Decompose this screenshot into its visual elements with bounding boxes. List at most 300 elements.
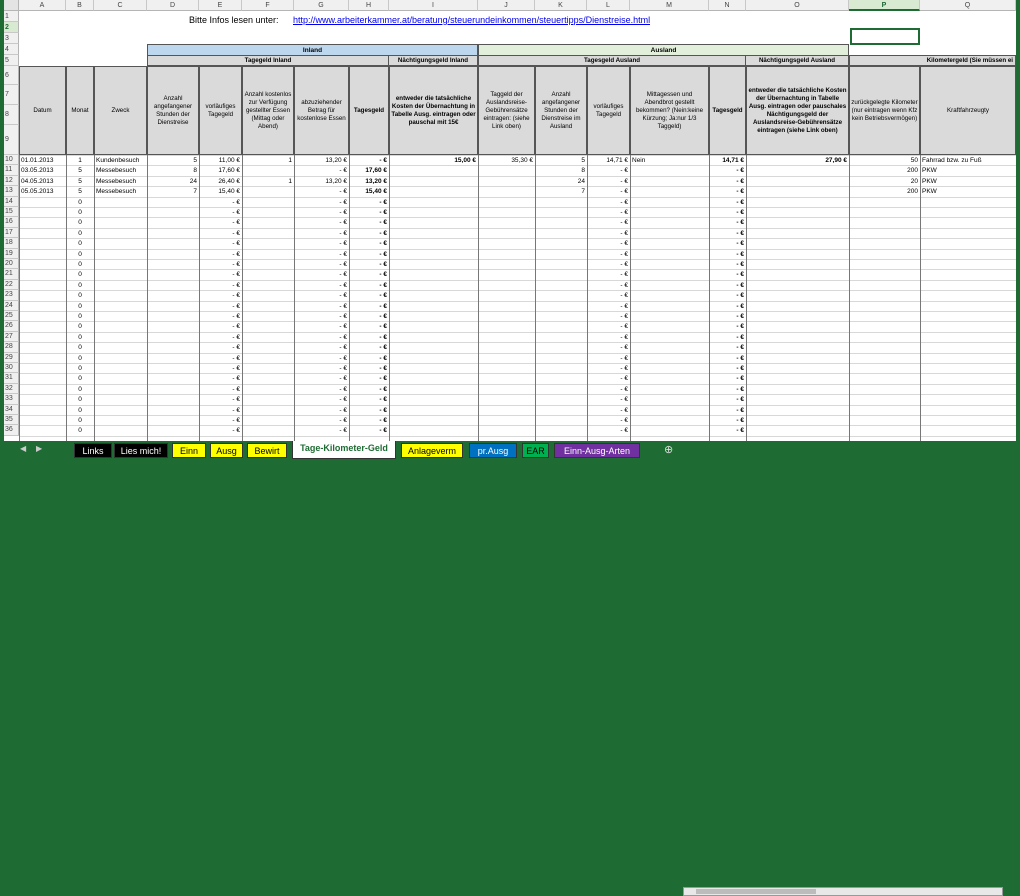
cell-b29[interactable]: 0: [78, 354, 82, 362]
cell-n10[interactable]: 14,71 €: [722, 157, 744, 164]
cell-n27[interactable]: - €: [736, 333, 744, 341]
cell-l23[interactable]: - €: [620, 292, 628, 300]
cell-b25[interactable]: 0: [78, 313, 82, 320]
cell-b21[interactable]: 0: [78, 271, 82, 279]
grid-col-line: [920, 155, 921, 441]
column-header-h[interactable]: H: [349, 0, 389, 11]
row-header-21[interactable]: 21: [4, 269, 19, 279]
row-header-19[interactable]: 19: [4, 249, 19, 259]
cell-c11[interactable]: Messebesuch: [96, 167, 137, 175]
cell-e33[interactable]: - €: [232, 396, 240, 404]
cell-b20[interactable]: 0: [78, 261, 82, 268]
cell-g10[interactable]: 13,20 €: [325, 157, 347, 164]
cell-e17[interactable]: - €: [232, 229, 240, 237]
cell-g19[interactable]: - €: [339, 250, 347, 258]
horizontal-scrollbar[interactable]: [683, 887, 1003, 896]
cell-e16[interactable]: - €: [232, 219, 240, 227]
cell-l20[interactable]: - €: [620, 261, 628, 268]
row-header-7[interactable]: 7: [4, 85, 19, 105]
row-header-33[interactable]: 33: [4, 394, 19, 404]
grid-col-line: [746, 155, 747, 441]
header-vorlaeufiges-tagegeld: vorläufiges Tagegeld: [199, 66, 242, 155]
row-header-9[interactable]: 9: [4, 125, 19, 155]
cell-n35[interactable]: - €: [736, 417, 744, 424]
cell-g12[interactable]: 13,20 €: [325, 177, 347, 185]
cell-h15[interactable]: - €: [379, 209, 387, 216]
cell-h35[interactable]: - €: [379, 417, 387, 424]
row-header-8[interactable]: 8: [4, 105, 19, 125]
cell-g34[interactable]: - €: [339, 406, 347, 414]
grid-col-line: [630, 155, 631, 441]
cell-n14[interactable]: - €: [736, 198, 744, 206]
cell-n21[interactable]: - €: [736, 271, 744, 279]
cell-n34[interactable]: - €: [736, 406, 744, 414]
cell-n30[interactable]: - €: [736, 365, 744, 372]
cell-n16[interactable]: - €: [736, 219, 744, 227]
cell-e35[interactable]: - €: [232, 417, 240, 424]
cell-l10[interactable]: 14,71 €: [606, 157, 628, 164]
cell-g36[interactable]: - €: [339, 427, 347, 435]
cell-l32[interactable]: - €: [620, 385, 628, 393]
row-header-31[interactable]: 31: [4, 373, 19, 383]
cell-h32[interactable]: - €: [379, 385, 387, 393]
cell-l24[interactable]: - €: [620, 302, 628, 310]
cell-f12[interactable]: 1: [288, 177, 292, 185]
cell-k12[interactable]: 24: [577, 177, 585, 185]
grid-row-line: [19, 342, 1016, 343]
cell-h18[interactable]: - €: [379, 240, 387, 248]
cell-d11[interactable]: 8: [193, 167, 197, 175]
header-zweck: Zweck: [94, 66, 147, 155]
cell-b32[interactable]: 0: [78, 385, 82, 393]
sheet-tab-links[interactable]: Links: [74, 443, 112, 458]
cell-e12[interactable]: 26,40 €: [218, 177, 240, 185]
cell-b17[interactable]: 0: [78, 229, 82, 237]
sheet-tab-ear[interactable]: EAR: [522, 443, 549, 458]
grid-row-line: [19, 217, 1016, 218]
cell-g31[interactable]: - €: [339, 375, 347, 383]
column-header-o[interactable]: O: [746, 0, 849, 11]
cell-e31[interactable]: - €: [232, 375, 240, 383]
sheet-tab-lies-mich[interactable]: Lies mich!: [114, 443, 168, 458]
cell-l21[interactable]: - €: [620, 271, 628, 279]
cell-h29[interactable]: - €: [379, 354, 387, 362]
cell-h34[interactable]: - €: [379, 406, 387, 414]
cell-a10[interactable]: 01.01.2013: [21, 157, 54, 164]
cell-b31[interactable]: 0: [78, 375, 82, 383]
cell-b11[interactable]: 5: [78, 167, 82, 175]
cell-n36[interactable]: - €: [736, 427, 744, 435]
row-header-22[interactable]: 22: [4, 280, 19, 290]
cell-o10[interactable]: 27,90 €: [825, 157, 847, 164]
column-header-f[interactable]: F: [242, 0, 294, 11]
cell-e32[interactable]: - €: [232, 385, 240, 393]
cell-i10[interactable]: 15,00 €: [454, 157, 476, 164]
cell-g33[interactable]: - €: [339, 396, 347, 404]
cell-h19[interactable]: - €: [379, 250, 387, 258]
header-kilometer: zurückgelegte Kilometer (nur eintragen wenn Kfz kein Betriebsvermögen): [849, 66, 920, 155]
row-header-36[interactable]: 36: [4, 425, 19, 435]
cell-b36[interactable]: 0: [78, 427, 82, 435]
grid-row-line: [19, 197, 1016, 198]
row-header-6[interactable]: 6: [4, 66, 19, 85]
column-header-i[interactable]: I: [389, 0, 478, 11]
cell-l33[interactable]: - €: [620, 396, 628, 404]
grid-row-line: [19, 321, 1016, 322]
cell-l22[interactable]: - €: [620, 281, 628, 289]
cell-e19[interactable]: - €: [232, 250, 240, 258]
cell-b19[interactable]: 0: [78, 250, 82, 258]
cell-l13[interactable]: - €: [620, 188, 628, 196]
cell-n24[interactable]: - €: [736, 302, 744, 310]
sheet-tab-pr-ausg[interactable]: pr.Ausg: [469, 443, 517, 458]
cell-b10[interactable]: 1: [78, 157, 82, 164]
cell-c13[interactable]: Messebesuch: [96, 188, 137, 196]
sheet-grid[interactable]: [4, 0, 1016, 441]
row-header-14[interactable]: 14: [4, 197, 19, 207]
row-header-27[interactable]: 27: [4, 332, 19, 342]
cell-b30[interactable]: 0: [78, 365, 82, 372]
cell-q12[interactable]: PKW: [922, 177, 937, 185]
cell-l17[interactable]: - €: [620, 229, 628, 237]
cell-h27[interactable]: - €: [379, 333, 387, 341]
grid-row-line: [19, 228, 1016, 229]
sheet-tab-einn[interactable]: Einn: [172, 443, 206, 458]
cell-c10[interactable]: Kundenbesuch: [96, 157, 140, 164]
row-header-2[interactable]: 2: [4, 22, 19, 33]
cell-n22[interactable]: - €: [736, 281, 744, 289]
cell-l28[interactable]: - €: [620, 344, 628, 352]
cell-l30[interactable]: - €: [620, 365, 628, 372]
cell-e27[interactable]: - €: [232, 333, 240, 341]
cell-h10[interactable]: - €: [379, 157, 387, 164]
cell-l26[interactable]: - €: [620, 323, 628, 331]
cell-l11[interactable]: - €: [620, 167, 628, 175]
cell-b15[interactable]: 0: [78, 209, 82, 216]
cell-e18[interactable]: - €: [232, 240, 240, 248]
cell-h22[interactable]: - €: [379, 281, 387, 289]
add-sheet-icon[interactable]: ⊕: [664, 444, 674, 456]
cell-n23[interactable]: - €: [736, 292, 744, 300]
cell-n13[interactable]: - €: [736, 188, 744, 196]
cell-g14[interactable]: - €: [339, 198, 347, 206]
grid-row-line: [19, 311, 1016, 312]
row-header-26[interactable]: 26: [4, 321, 19, 331]
cell-h16[interactable]: - €: [379, 219, 387, 227]
cell-a13[interactable]: 05.05.2013: [21, 188, 54, 196]
cell-g15[interactable]: - €: [339, 209, 347, 216]
select-all-corner[interactable]: [4, 0, 19, 11]
cell-b24[interactable]: 0: [78, 302, 82, 310]
row-header-3[interactable]: 3: [4, 33, 19, 44]
column-header-n[interactable]: N: [709, 0, 746, 11]
cell-c12[interactable]: Messebesuch: [96, 177, 137, 185]
grid-row-line: [19, 353, 1016, 354]
cell-p13[interactable]: 200: [907, 188, 918, 196]
row-header-25[interactable]: 25: [4, 311, 19, 321]
cell-g21[interactable]: - €: [339, 271, 347, 279]
info-link[interactable]: http://www.arbeiterkammer.at/beratung/steuerundeinkommen/steuertipps/Dienstreise.html: [293, 15, 651, 25]
column-header-g[interactable]: G: [294, 0, 349, 11]
cell-a11[interactable]: 03.05.2013: [21, 167, 54, 175]
row-header-13[interactable]: 13: [4, 186, 19, 196]
cell-e11[interactable]: 17,60 €: [218, 167, 240, 175]
cell-n18[interactable]: - €: [736, 240, 744, 248]
header-datum: Datum: [19, 66, 66, 155]
cell-l36[interactable]: - €: [620, 427, 628, 435]
cell-b26[interactable]: 0: [78, 323, 82, 331]
cell-n25[interactable]: - €: [736, 313, 744, 320]
sheet-tab-anlageverm[interactable]: Anlageverm: [401, 443, 463, 458]
cell-h21[interactable]: - €: [379, 271, 387, 279]
grid-row-line: [19, 238, 1016, 239]
header-kraftfahrzeugtyp: Kraftfahrzeugty: [920, 66, 1016, 155]
scrollbar-thumb[interactable]: [696, 889, 816, 894]
cell-n31[interactable]: - €: [736, 375, 744, 383]
cell-h11[interactable]: 17,60 €: [365, 167, 387, 175]
sheet-tabs-bar: [0, 441, 1020, 461]
row-header-35[interactable]: 35: [4, 415, 19, 425]
cell-l19[interactable]: - €: [620, 250, 628, 258]
header-stunden-dienstreise: Anzahl angefangener Stunden der Dienstreise: [147, 66, 199, 155]
cell-e26[interactable]: - €: [232, 323, 240, 331]
column-header-b[interactable]: B: [66, 0, 94, 11]
grid-row-line: [19, 394, 1016, 395]
cell-l16[interactable]: - €: [620, 219, 628, 227]
header-abzug-essen: abzuziehender Betrag für kostenlose Essen: [294, 66, 349, 155]
cell-n32[interactable]: - €: [736, 385, 744, 393]
column-header-l[interactable]: L: [587, 0, 630, 11]
cell-g23[interactable]: - €: [339, 292, 347, 300]
cell-l31[interactable]: - €: [620, 375, 628, 383]
header-stunden-ausland: Anzahl angefangener Stunden der Dienstreise im Ausland: [535, 66, 587, 155]
cell-p11[interactable]: 200: [907, 167, 918, 175]
cell-b33[interactable]: 0: [78, 396, 82, 404]
cell-b22[interactable]: 0: [78, 281, 82, 289]
cell-g29[interactable]: - €: [339, 354, 347, 362]
grid-col-line: [849, 155, 850, 441]
cell-j10[interactable]: 35,30 €: [511, 157, 533, 164]
cell-g26[interactable]: - €: [339, 323, 347, 331]
cell-k13[interactable]: 7: [581, 188, 585, 196]
sheet-tab-einn-ausg-arten[interactable]: Einn-Ausg-Arten: [554, 443, 640, 458]
cell-h25[interactable]: - €: [379, 313, 387, 320]
cell-e34[interactable]: - €: [232, 406, 240, 414]
cell-e15[interactable]: - €: [232, 209, 240, 216]
column-header-j[interactable]: J: [478, 0, 535, 11]
sheet-tab-tage-kilometer-geld[interactable]: Tage-Kilometer-Geld: [292, 441, 396, 459]
cell-e30[interactable]: - €: [232, 365, 240, 372]
row-header-10[interactable]: 10: [4, 155, 19, 165]
cell-l12[interactable]: - €: [620, 177, 628, 185]
grid-col-line: [147, 155, 148, 441]
cell-h31[interactable]: - €: [379, 375, 387, 383]
row-header-15[interactable]: 15: [4, 207, 19, 217]
cell-h33[interactable]: - €: [379, 396, 387, 404]
cell-h30[interactable]: - €: [379, 365, 387, 372]
row-header-17[interactable]: 17: [4, 228, 19, 238]
grid-col-line: [242, 155, 243, 441]
subheader-naechtigung-inland: Nächtigungsgeld Inland: [388, 55, 478, 66]
cell-g28[interactable]: - €: [339, 344, 347, 352]
row-header-29[interactable]: 29: [4, 353, 19, 363]
cell-n29[interactable]: - €: [736, 354, 744, 362]
cell-f10[interactable]: 1: [288, 157, 292, 164]
cell-g32[interactable]: - €: [339, 385, 347, 393]
cell-l18[interactable]: - €: [620, 240, 628, 248]
cell-e20[interactable]: - €: [232, 261, 240, 268]
column-header-a[interactable]: A: [19, 0, 66, 11]
selected-cell: [850, 28, 920, 45]
column-header-p[interactable]: P: [849, 0, 920, 11]
cell-h17[interactable]: - €: [379, 229, 387, 237]
cell-n28[interactable]: - €: [736, 344, 744, 352]
cell-g18[interactable]: - €: [339, 240, 347, 248]
cell-e28[interactable]: - €: [232, 344, 240, 352]
cell-e23[interactable]: - €: [232, 292, 240, 300]
column-header-c[interactable]: C: [94, 0, 147, 11]
cell-g27[interactable]: - €: [339, 333, 347, 341]
cell-b14[interactable]: 0: [78, 198, 82, 206]
subheader-tagegeld-ausland: Tagesgeld Ausland: [478, 55, 746, 66]
row-header-16[interactable]: 16: [4, 217, 19, 227]
cell-l27[interactable]: - €: [620, 333, 628, 341]
cell-h23[interactable]: - €: [379, 292, 387, 300]
cell-q10[interactable]: Fahrrad bzw. zu Fuß: [922, 157, 982, 164]
grid-row-line: [19, 207, 1016, 208]
cell-g16[interactable]: - €: [339, 219, 347, 227]
row-header-18[interactable]: 18: [4, 238, 19, 248]
cell-g17[interactable]: - €: [339, 229, 347, 237]
row-header-11[interactable]: 11: [4, 165, 19, 175]
grid-col-line: [19, 155, 20, 441]
cell-e21[interactable]: - €: [232, 271, 240, 279]
cell-n19[interactable]: - €: [736, 250, 744, 258]
cell-m10[interactable]: Nein: [632, 157, 646, 164]
cell-h36[interactable]: - €: [379, 427, 387, 435]
sheet-tab-ausg[interactable]: Ausg: [210, 443, 243, 458]
cell-h14[interactable]: - €: [379, 198, 387, 206]
cell-k10[interactable]: 5: [581, 157, 585, 164]
row-header-4[interactable]: 4: [4, 44, 19, 55]
cell-e36[interactable]: - €: [232, 427, 240, 435]
cell-e24[interactable]: - €: [232, 302, 240, 310]
row-header-28[interactable]: 28: [4, 342, 19, 352]
cell-g24[interactable]: - €: [339, 302, 347, 310]
cell-e22[interactable]: - €: [232, 281, 240, 289]
cell-l29[interactable]: - €: [620, 354, 628, 362]
cell-b34[interactable]: 0: [78, 406, 82, 414]
row-header-24[interactable]: 24: [4, 301, 19, 311]
cell-g11[interactable]: - €: [339, 167, 347, 175]
cell-l14[interactable]: - €: [620, 198, 628, 206]
header-uebernachtung-inland: entweder die tatsächliche Kosten der Übernachtung in Tabelle Ausg. eintragen oder pauschal mit 15€: [389, 66, 478, 155]
row-header-1[interactable]: 1: [4, 11, 19, 22]
cell-n12[interactable]: - €: [736, 177, 744, 185]
cell-n15[interactable]: - €: [736, 209, 744, 216]
cell-b35[interactable]: 0: [78, 417, 82, 424]
tab-scroll-right-icon[interactable]: ▶: [36, 444, 43, 453]
cell-n20[interactable]: - €: [736, 261, 744, 268]
cell-g35[interactable]: - €: [339, 417, 347, 424]
row-header-12[interactable]: 12: [4, 176, 19, 186]
cell-e10[interactable]: 11,00 €: [218, 157, 240, 164]
cell-g30[interactable]: - €: [339, 365, 347, 372]
cell-b18[interactable]: 0: [78, 240, 82, 248]
cell-l25[interactable]: - €: [620, 313, 628, 320]
column-header-d[interactable]: D: [147, 0, 199, 11]
row-header-23[interactable]: 23: [4, 290, 19, 300]
cell-l35[interactable]: - €: [620, 417, 628, 424]
cell-a12[interactable]: 04.05.2013: [21, 177, 54, 185]
cell-g25[interactable]: - €: [339, 313, 347, 320]
cell-q13[interactable]: PKW: [922, 188, 937, 196]
column-header-e[interactable]: E: [199, 0, 242, 11]
cell-b12[interactable]: 5: [78, 177, 82, 185]
cell-g20[interactable]: - €: [339, 261, 347, 268]
row-header-5[interactable]: 5: [4, 55, 19, 66]
header-monat: Monat: [66, 66, 94, 155]
cell-e25[interactable]: - €: [232, 313, 240, 320]
cell-n33[interactable]: - €: [736, 396, 744, 404]
cell-k11[interactable]: 8: [581, 167, 585, 175]
column-header-k[interactable]: K: [535, 0, 587, 11]
cell-g13[interactable]: - €: [339, 188, 347, 196]
cell-b13[interactable]: 5: [78, 188, 82, 196]
cell-d13[interactable]: 7: [193, 188, 197, 196]
cell-l34[interactable]: - €: [620, 406, 628, 414]
row-header-32[interactable]: 32: [4, 384, 19, 394]
cell-p12[interactable]: 20: [910, 177, 918, 185]
cell-h24[interactable]: - €: [379, 302, 387, 310]
cell-b27[interactable]: 0: [78, 333, 82, 341]
row-header-34[interactable]: 34: [4, 405, 19, 415]
info-text: Bitte Infos lesen unter:: [189, 15, 279, 25]
cell-e14[interactable]: - €: [232, 198, 240, 206]
cell-n11[interactable]: - €: [736, 167, 744, 175]
cell-d12[interactable]: 24: [189, 177, 197, 185]
cell-g22[interactable]: - €: [339, 281, 347, 289]
cell-b16[interactable]: 0: [78, 219, 82, 227]
cell-d10[interactable]: 5: [193, 157, 197, 164]
cell-b23[interactable]: 0: [78, 292, 82, 300]
section-ausland: Ausland: [478, 44, 849, 56]
cell-n17[interactable]: - €: [736, 229, 744, 237]
cell-h20[interactable]: - €: [379, 261, 387, 268]
cell-e13[interactable]: 15,40 €: [218, 188, 240, 196]
cell-n26[interactable]: - €: [736, 323, 744, 331]
cell-l15[interactable]: - €: [620, 209, 628, 216]
cell-e29[interactable]: - €: [232, 354, 240, 362]
cell-h26[interactable]: - €: [379, 323, 387, 331]
cell-q11[interactable]: PKW: [922, 167, 937, 175]
cell-b28[interactable]: 0: [78, 344, 82, 352]
grid-col-line: [94, 155, 95, 441]
header-uebernachtung-ausland: entweder die tatsächliche Kosten der Übernachtung in Tabelle Ausg. eintragen oder pauschales Nächtigungsgeld der Auslandsreise-Gebührensätze eintragen (siehe Link oben): [746, 66, 849, 155]
sheet-tab-bewirt[interactable]: Bewirt: [247, 443, 287, 458]
tab-scroll-left-icon[interactable]: ◀: [20, 444, 27, 453]
column-header-m[interactable]: M: [630, 0, 709, 11]
cell-p10[interactable]: 50: [910, 157, 918, 164]
grid-row-line: [19, 415, 1016, 416]
row-header-30[interactable]: 30: [4, 363, 19, 373]
cell-h13[interactable]: 15,40 €: [365, 188, 387, 196]
cell-h12[interactable]: 13,20 €: [365, 177, 387, 185]
column-header-q[interactable]: Q: [920, 0, 1016, 11]
grid-row-line: [19, 290, 1016, 291]
cell-h28[interactable]: - €: [379, 344, 387, 352]
row-header-20[interactable]: 20: [4, 259, 19, 269]
